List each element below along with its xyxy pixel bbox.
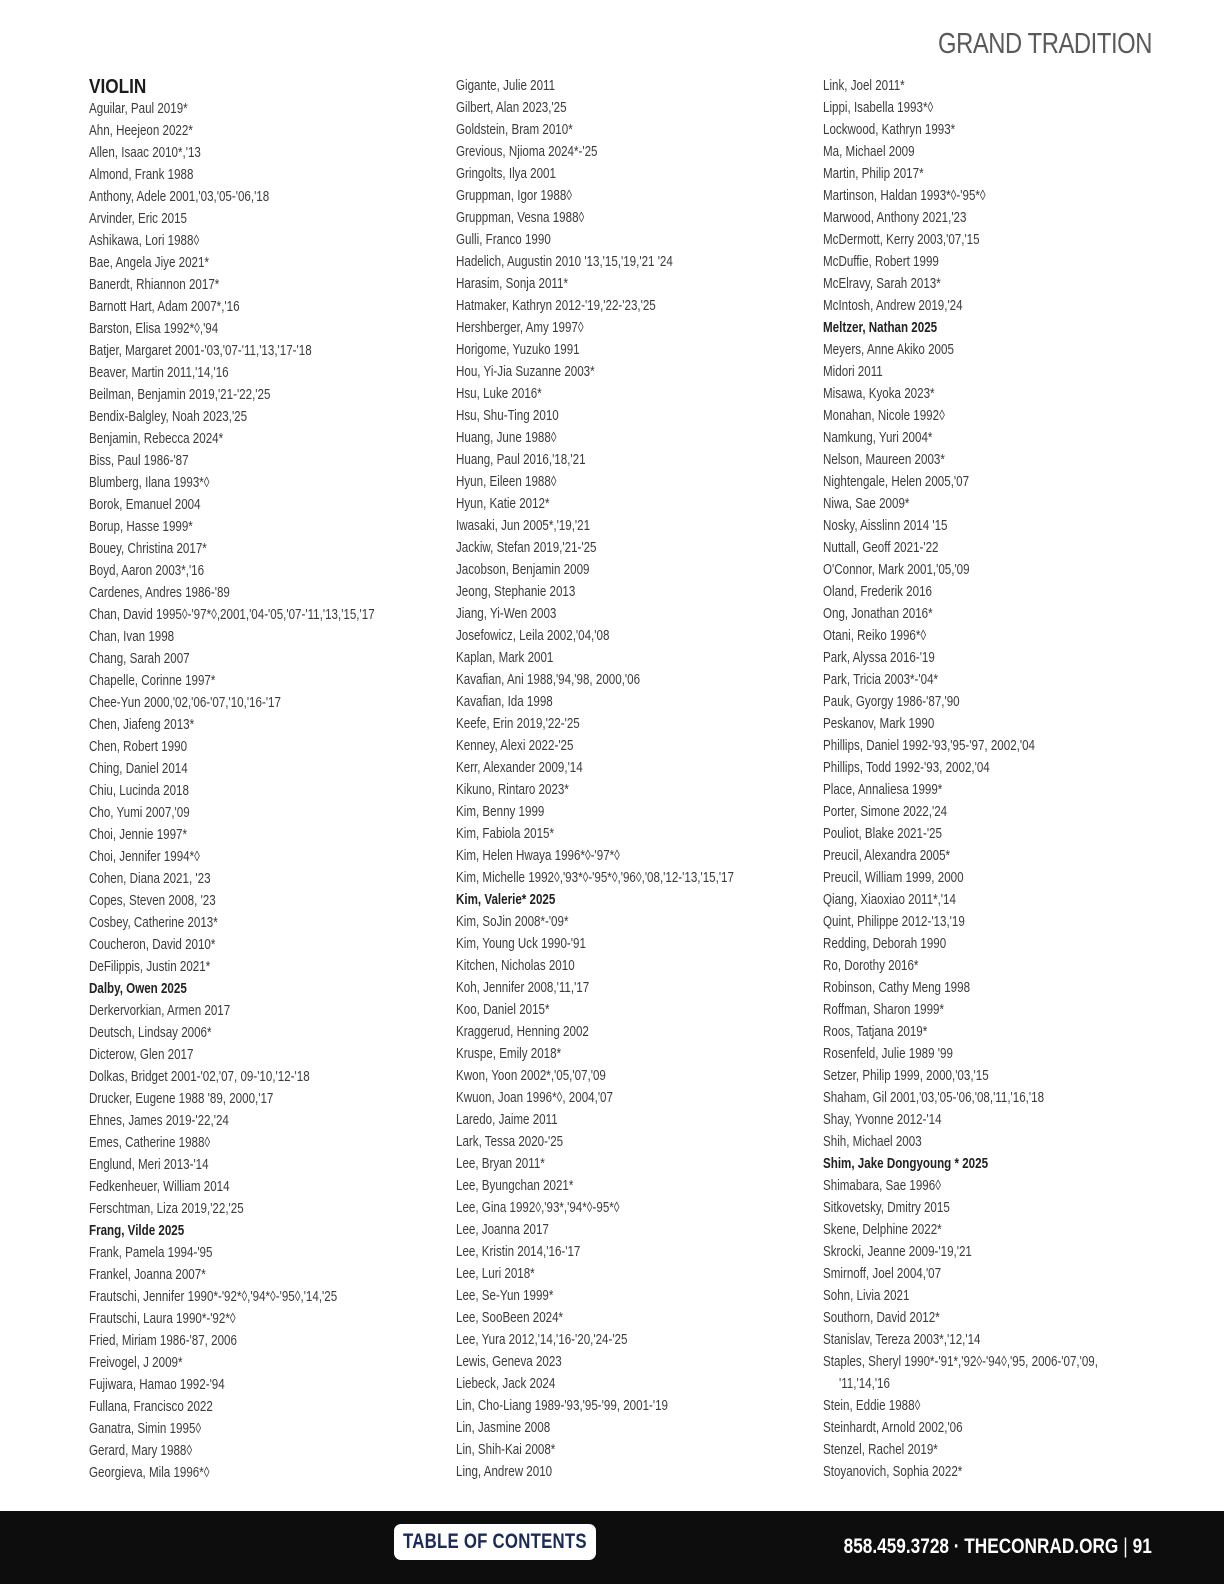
list-item: Namkung, Yuri 2004* [823, 430, 933, 446]
column-1 [89, 76, 449, 1484]
list-item: Niwa, Sae 2009* [823, 496, 910, 512]
list-item: Ma, Michael 2009 [823, 144, 915, 160]
list-item: Lee, Yura 2012,'14,'16-'20,'24-'25 [456, 1332, 628, 1348]
list-item: Huang, Paul 2016,'18,'21 [456, 452, 586, 468]
list-item: Barnott Hart, Adam 2007*,'16 [89, 299, 240, 315]
list-item: Harasim, Sonja 2011* [456, 276, 568, 292]
list-item: Koh, Jennifer 2008,'11,'17 [456, 980, 590, 996]
list-item: Martin, Philip 2017* [823, 166, 924, 182]
list-item: Arvinder, Eric 2015 [89, 211, 188, 227]
list-item: Hou, Yi-Jia Suzanne 2003* [456, 364, 595, 380]
list-item: Allen, Isaac 2010*,'13 [89, 145, 201, 161]
list-item: Frank, Pamela 1994-'95 [89, 1245, 213, 1261]
list-item: Chiu, Lucinda 2018 [89, 783, 189, 799]
list-item: Jacobson, Benjamin 2009 [456, 562, 590, 578]
list-item: Shim, Jake Dongyoung * 2025 [823, 1156, 989, 1172]
list-item: Kwuon, Joan 1996*◊, 2004,'07 [456, 1090, 613, 1106]
list-item: Choi, Jennie 1997* [89, 827, 188, 843]
list-item: Lippi, Isabella 1993*◊ [823, 100, 934, 116]
list-item: Nelson, Maureen 2003* [823, 452, 945, 468]
list-item: Beaver, Martin 2011,'14,'16 [89, 365, 229, 381]
list-item: Deutsch, Lindsay 2006* [89, 1025, 212, 1041]
list-item: Hsu, Shu-Ting 2010 [456, 408, 559, 424]
list-item: Gulli, Franco 1990 [456, 232, 551, 248]
list-item: McDuffie, Robert 1999 [823, 254, 939, 270]
list-item: Fujiwara, Hamao 1992-'94 [89, 1377, 225, 1393]
column-3 [823, 75, 1183, 1483]
list-item: Hyun, Katie 2012* [456, 496, 550, 512]
list-item: O'Connor, Mark 2001,'05,'09 [823, 562, 970, 578]
list-item: Lee, Joanna 2017 [456, 1222, 549, 1238]
list-item: Dalby, Owen 2025 [89, 981, 187, 997]
list-item: Kaplan, Mark 2001 [456, 650, 554, 666]
list-item: Marwood, Anthony 2021,'23 [823, 210, 967, 226]
list-item: Staples, Sheryl 1990*-'91*,'92◊-'94◊,'95, 2006-'07,'09, [823, 1354, 1098, 1370]
list-item: Kim, Young Uck 1990-'91 [456, 936, 586, 952]
list-item: Iwasaki, Jun 2005*,'19,'21 [456, 518, 591, 534]
footer-separator: | [1123, 1535, 1128, 1558]
list-item: Shih, Michael 2003 [823, 1134, 922, 1150]
list-item: Robinson, Cathy Meng 1998 [823, 980, 971, 996]
list-item: Kruspe, Emily 2018* [456, 1046, 562, 1062]
list-item: Ong, Jonathan 2016* [823, 606, 933, 622]
list-item: Chee-Yun 2000,'02,'06-'07,'10,'16-'17 [89, 695, 281, 711]
list-item: Midori 2011 [823, 364, 883, 380]
list-item: Batjer, Margaret 2001-'03,'07-'11,'13,'17-'18 [89, 343, 312, 359]
list-item: Kraggerud, Henning 2002 [456, 1024, 589, 1040]
list-item: Lin, Cho-Liang 1989-'93,'95-'99, 2001-'19 [456, 1398, 669, 1414]
list-item: Lee, Bryan 2011* [456, 1156, 545, 1172]
list-item: Hershberger, Amy 1997◊ [456, 320, 584, 336]
list-item: Setzer, Philip 1999, 2000,'03,'15 [823, 1068, 989, 1084]
column-3-entries [823, 75, 1183, 1483]
list-item: Shaham, Gil 2001,'03,'05-'06,'08,'11,'16,'18 [823, 1090, 1045, 1106]
list-item: Jackiw, Stefan 2019,'21-'25 [456, 540, 597, 556]
list-item: Qiang, Xiaoxiao 2011*,'14 [823, 892, 956, 908]
table-of-contents-button[interactable] [394, 1524, 596, 1560]
list-item: Pauk, Gyorgy 1986-'87,'90 [823, 694, 960, 710]
footer-contact-info: 858.459.3728 · THECONRAD.ORG [843, 1535, 1119, 1558]
list-item: Bae, Angela Jiye 2021* [89, 255, 209, 271]
list-item: Park, Alyssa 2016-'19 [823, 650, 935, 666]
list-item: Steinhardt, Arnold 2002,'06 [823, 1420, 963, 1436]
list-item: Gigante, Julie 2011 [456, 78, 556, 94]
list-item: Kerr, Alexander 2009,'14 [456, 760, 583, 776]
list-item: Goldstein, Bram 2010* [456, 122, 573, 138]
list-item: Hatmaker, Kathryn 2012-'19,'22-'23,'25 [456, 298, 656, 314]
list-item: Horigome, Yuzuko 1991 [456, 342, 580, 358]
list-item: Dicterow, Glen 2017 [89, 1047, 194, 1063]
list-item: Frautschi, Laura 1990*-'92*◊ [89, 1311, 236, 1327]
list-item-continuation: '11,'14,'16 [839, 1376, 890, 1392]
list-item: Cho, Yumi 2007,'09 [89, 805, 190, 821]
page-number: 91 [1132, 1535, 1152, 1558]
list-item: Fullana, Francisco 2022 [89, 1399, 213, 1415]
list-item: Hadelich, Augustin 2010 '13,'15,'19,'21 '24 [456, 254, 673, 270]
list-item: Lockwood, Kathryn 1993* [823, 122, 956, 138]
list-item: Chang, Sarah 2007 [89, 651, 190, 667]
list-item: Copes, Steven 2008, '23 [89, 893, 216, 909]
list-item: Chen, Robert 1990 [89, 739, 188, 755]
footer-bar [0, 1511, 1224, 1584]
list-item: Sohn, Livia 2021 [823, 1288, 910, 1304]
list-item: Fedkenheuer, William 2014 [89, 1179, 230, 1195]
list-item: Fried, Miriam 1986-'87, 2006 [89, 1333, 237, 1349]
list-item: Lee, Se-Yun 1999* [456, 1288, 554, 1304]
list-item: Phillips, Daniel 1992-'93,'95-'97, 2002,'04 [823, 738, 1036, 754]
column-2-entries [456, 75, 816, 1483]
page-header-title: GRAND TRADITION [937, 28, 1152, 60]
list-item: Kitchen, Nicholas 2010 [456, 958, 575, 974]
list-item: Josefowicz, Leila 2002,'04,'08 [456, 628, 610, 644]
list-item: Ahn, Heejeon 2022* [89, 123, 193, 139]
list-item: Shay, Yvonne 2012-'14 [823, 1112, 942, 1128]
list-item: Beilman, Benjamin 2019,'21-'22,'25 [89, 387, 271, 403]
list-item: Martinson, Haldan 1993*◊-'95*◊ [823, 188, 986, 204]
list-item: Kenney, Alexi 2022-'25 [456, 738, 574, 754]
list-item: Huang, June 1988◊ [456, 430, 557, 446]
list-item: Stoyanovich, Sophia 2022* [823, 1464, 963, 1480]
list-item: Emes, Catherine 1988◊ [89, 1135, 211, 1151]
list-item: Oland, Frederik 2016 [823, 584, 932, 600]
list-item: Gerard, Mary 1988◊ [89, 1443, 193, 1459]
footer-contact [844, 1535, 1152, 1559]
list-item: Nuttall, Geoff 2021-'22 [823, 540, 939, 556]
list-item: Kim, Michelle 1992◊,'93*◊-'95*◊,'96◊,'08,'12-'13,'15,'17 [456, 870, 734, 886]
list-item: Laredo, Jaime 2011 [456, 1112, 558, 1128]
list-item: Englund, Meri 2013-'14 [89, 1157, 209, 1173]
list-item: Preucil, Alexandra 2005* [823, 848, 951, 864]
list-item: Barston, Elisa 1992*◊,'94 [89, 321, 219, 337]
list-item: Banerdt, Rhiannon 2017* [89, 277, 220, 293]
list-item: Grevious, Njioma 2024*-'25 [456, 144, 598, 160]
list-item: Gruppman, Igor 1988◊ [456, 188, 572, 204]
list-item: McDermott, Kerry 2003,'07,'15 [823, 232, 980, 248]
table-of-contents-label: TABLE OF CONTENTS [403, 1530, 587, 1553]
list-item: Skene, Delphine 2022* [823, 1222, 942, 1238]
list-item: Nightengale, Helen 2005,'07 [823, 474, 970, 490]
list-item: Lee, Gina 1992◊,'93*,'94*◊-95*◊ [456, 1200, 620, 1216]
list-item: Bendix-Balgley, Noah 2023,'25 [89, 409, 248, 425]
list-item: Aguilar, Paul 2019* [89, 101, 188, 117]
column-1-entries [89, 98, 449, 1484]
list-item: Phillips, Todd 1992-'93, 2002,'04 [823, 760, 990, 776]
list-item: Kwon, Yoon 2002*,'05,'07,'09 [456, 1068, 606, 1084]
list-item: Georgieva, Mila 1996*◊ [89, 1465, 210, 1481]
list-item: Lark, Tessa 2020-'25 [456, 1134, 564, 1150]
list-item: Misawa, Kyoka 2023* [823, 386, 935, 402]
list-item: Monahan, Nicole 1992◊ [823, 408, 945, 424]
list-item: Otani, Reiko 1996*◊ [823, 628, 927, 644]
list-item: Liebeck, Jack 2024 [456, 1376, 556, 1392]
list-item: Biss, Paul 1986-'87 [89, 453, 189, 469]
list-item: Cosbey, Catherine 2013* [89, 915, 218, 931]
list-item: McIntosh, Andrew 2019,'24 [823, 298, 963, 314]
list-item: Lin, Jasmine 2008 [456, 1420, 551, 1436]
list-item: Bouey, Christina 2017* [89, 541, 207, 557]
list-item: Jiang, Yi-Wen 2003 [456, 606, 557, 622]
list-item: Frautschi, Jennifer 1990*-'92*◊,'94*◊-'95◊,'14,'25 [89, 1289, 338, 1305]
list-item: Kim, Fabiola 2015* [456, 826, 555, 842]
list-item: Ro, Dorothy 2016* [823, 958, 919, 974]
list-item: Koo, Daniel 2015* [456, 1002, 550, 1018]
section-heading-violin: VIOLIN [89, 76, 147, 98]
list-item: Stenzel, Rachel 2019* [823, 1442, 938, 1458]
list-item: Kikuno, Rintaro 2023* [456, 782, 569, 798]
list-item: Roffman, Sharon 1999* [823, 1002, 945, 1018]
list-item: Frang, Vilde 2025 [89, 1223, 185, 1239]
list-item: Lee, Luri 2018* [456, 1266, 535, 1282]
list-item: Ganatra, Simin 1995◊ [89, 1421, 202, 1437]
list-item: Chan, David 1995◊-'97*◊,2001,'04-'05,'07-'11,'13,'15,'17 [89, 607, 375, 623]
list-item: Benjamin, Rebecca 2024* [89, 431, 224, 447]
list-item: Lee, Kristin 2014,'16-'17 [456, 1244, 581, 1260]
list-item: Lee, SooBeen 2024* [456, 1310, 564, 1326]
list-item: Drucker, Eugene 1988 '89, 2000,'17 [89, 1091, 274, 1107]
list-item: Meyers, Anne Akiko 2005 [823, 342, 954, 358]
list-item: Freivogel, J 2009* [89, 1355, 183, 1371]
list-item: Peskanov, Mark 1990 [823, 716, 935, 732]
list-item: Cohen, Diana 2021, '23 [89, 871, 211, 887]
list-item: Chan, Ivan 1998 [89, 629, 175, 645]
list-item: Kavafian, Ani 1988,'94,'98, 2000,'06 [456, 672, 641, 688]
list-item: Gringolts, Ilya 2001 [456, 166, 556, 182]
list-item: Roos, Tatjana 2019* [823, 1024, 928, 1040]
list-item: Dolkas, Bridget 2001-'02,'07, 09-'10,'12-'18 [89, 1069, 310, 1085]
list-item: Choi, Jennifer 1994*◊ [89, 849, 200, 865]
list-item: Borup, Hasse 1999* [89, 519, 193, 535]
list-item: Chapelle, Corinne 1997* [89, 673, 216, 689]
list-item: Cardenes, Andres 1986-'89 [89, 585, 230, 601]
list-item: Rosenfeld, Julie 1989 '99 [823, 1046, 953, 1062]
list-item: Anthony, Adele 2001,'03,'05-'06,'18 [89, 189, 270, 205]
list-item: Lee, Byungchan 2021* [456, 1178, 574, 1194]
list-item: Hyun, Eileen 1988◊ [456, 474, 557, 490]
list-item: Southorn, David 2012* [823, 1310, 940, 1326]
list-item: Link, Joel 2011* [823, 78, 905, 94]
list-item: Place, Annaliesa 1999* [823, 782, 943, 798]
list-item: Redding, Deborah 1990 [823, 936, 947, 952]
list-item: Kim, SoJin 2008*-'09* [456, 914, 569, 930]
list-item: Jeong, Stephanie 2013 [456, 584, 576, 600]
list-item: Ling, Andrew 2010 [456, 1464, 553, 1480]
list-item: Ching, Daniel 2014 [89, 761, 188, 777]
list-item: Stanislav, Tereza 2003*,'12,'14 [823, 1332, 981, 1348]
list-item: Stein, Eddie 1988◊ [823, 1398, 921, 1414]
list-item: Meltzer, Nathan 2025 [823, 320, 938, 336]
list-item: Skrocki, Jeanne 2009-'19,'21 [823, 1244, 972, 1260]
list-item: Ehnes, James 2019-'22,'24 [89, 1113, 229, 1129]
list-item: Nosky, Aisslinn 2014 '15 [823, 518, 948, 534]
list-item: Sitkovetsky, Dmitry 2015 [823, 1200, 950, 1216]
list-item: Shimabara, Sae 1996◊ [823, 1178, 941, 1194]
list-item: Derkervorkian, Armen 2017 [89, 1003, 231, 1019]
list-item: Lin, Shih-Kai 2008* [456, 1442, 556, 1458]
list-item: Frankel, Joanna 2007* [89, 1267, 206, 1283]
list-item: Ashikawa, Lori 1988◊ [89, 233, 200, 249]
list-item: Boyd, Aaron 2003*,'16 [89, 563, 205, 579]
list-item: Blumberg, Ilana 1993*◊ [89, 475, 210, 491]
column-2 [456, 75, 816, 1483]
list-item: Ferschtman, Liza 2019,'22,'25 [89, 1201, 244, 1217]
list-item: DeFilippis, Justin 2021* [89, 959, 211, 975]
list-item: Hsu, Luke 2016* [456, 386, 542, 402]
list-item: Keefe, Erin 2019,'22-'25 [456, 716, 580, 732]
list-item: Pouliot, Blake 2021-'25 [823, 826, 942, 842]
list-item: Gilbert, Alan 2023,'25 [456, 100, 567, 116]
list-item: McElravy, Sarah 2013* [823, 276, 941, 292]
list-item: Preucil, William 1999, 2000 [823, 870, 964, 886]
list-item: Park, Tricia 2003*-'04* [823, 672, 939, 688]
list-item: Gruppman, Vesna 1988◊ [456, 210, 585, 226]
list-item: Chen, Jiafeng 2013* [89, 717, 195, 733]
list-item: Kim, Helen Hwaya 1996*◊-'97*◊ [456, 848, 620, 864]
list-item: Coucheron, David 2010* [89, 937, 216, 953]
list-item: Porter, Simone 2022,'24 [823, 804, 948, 820]
list-item: Kavafian, Ida 1998 [456, 694, 553, 710]
list-item: Lewis, Geneva 2023 [456, 1354, 562, 1370]
list-item: Borok, Emanuel 2004 [89, 497, 201, 513]
list-item: Kim, Benny 1999 [456, 804, 545, 820]
list-item: Kim, Valerie* 2025 [456, 892, 556, 908]
list-item: Almond, Frank 1988 [89, 167, 194, 183]
list-item: Quint, Philippe 2012-'13,'19 [823, 914, 965, 930]
list-item: Smirnoff, Joel 2004,'07 [823, 1266, 942, 1282]
